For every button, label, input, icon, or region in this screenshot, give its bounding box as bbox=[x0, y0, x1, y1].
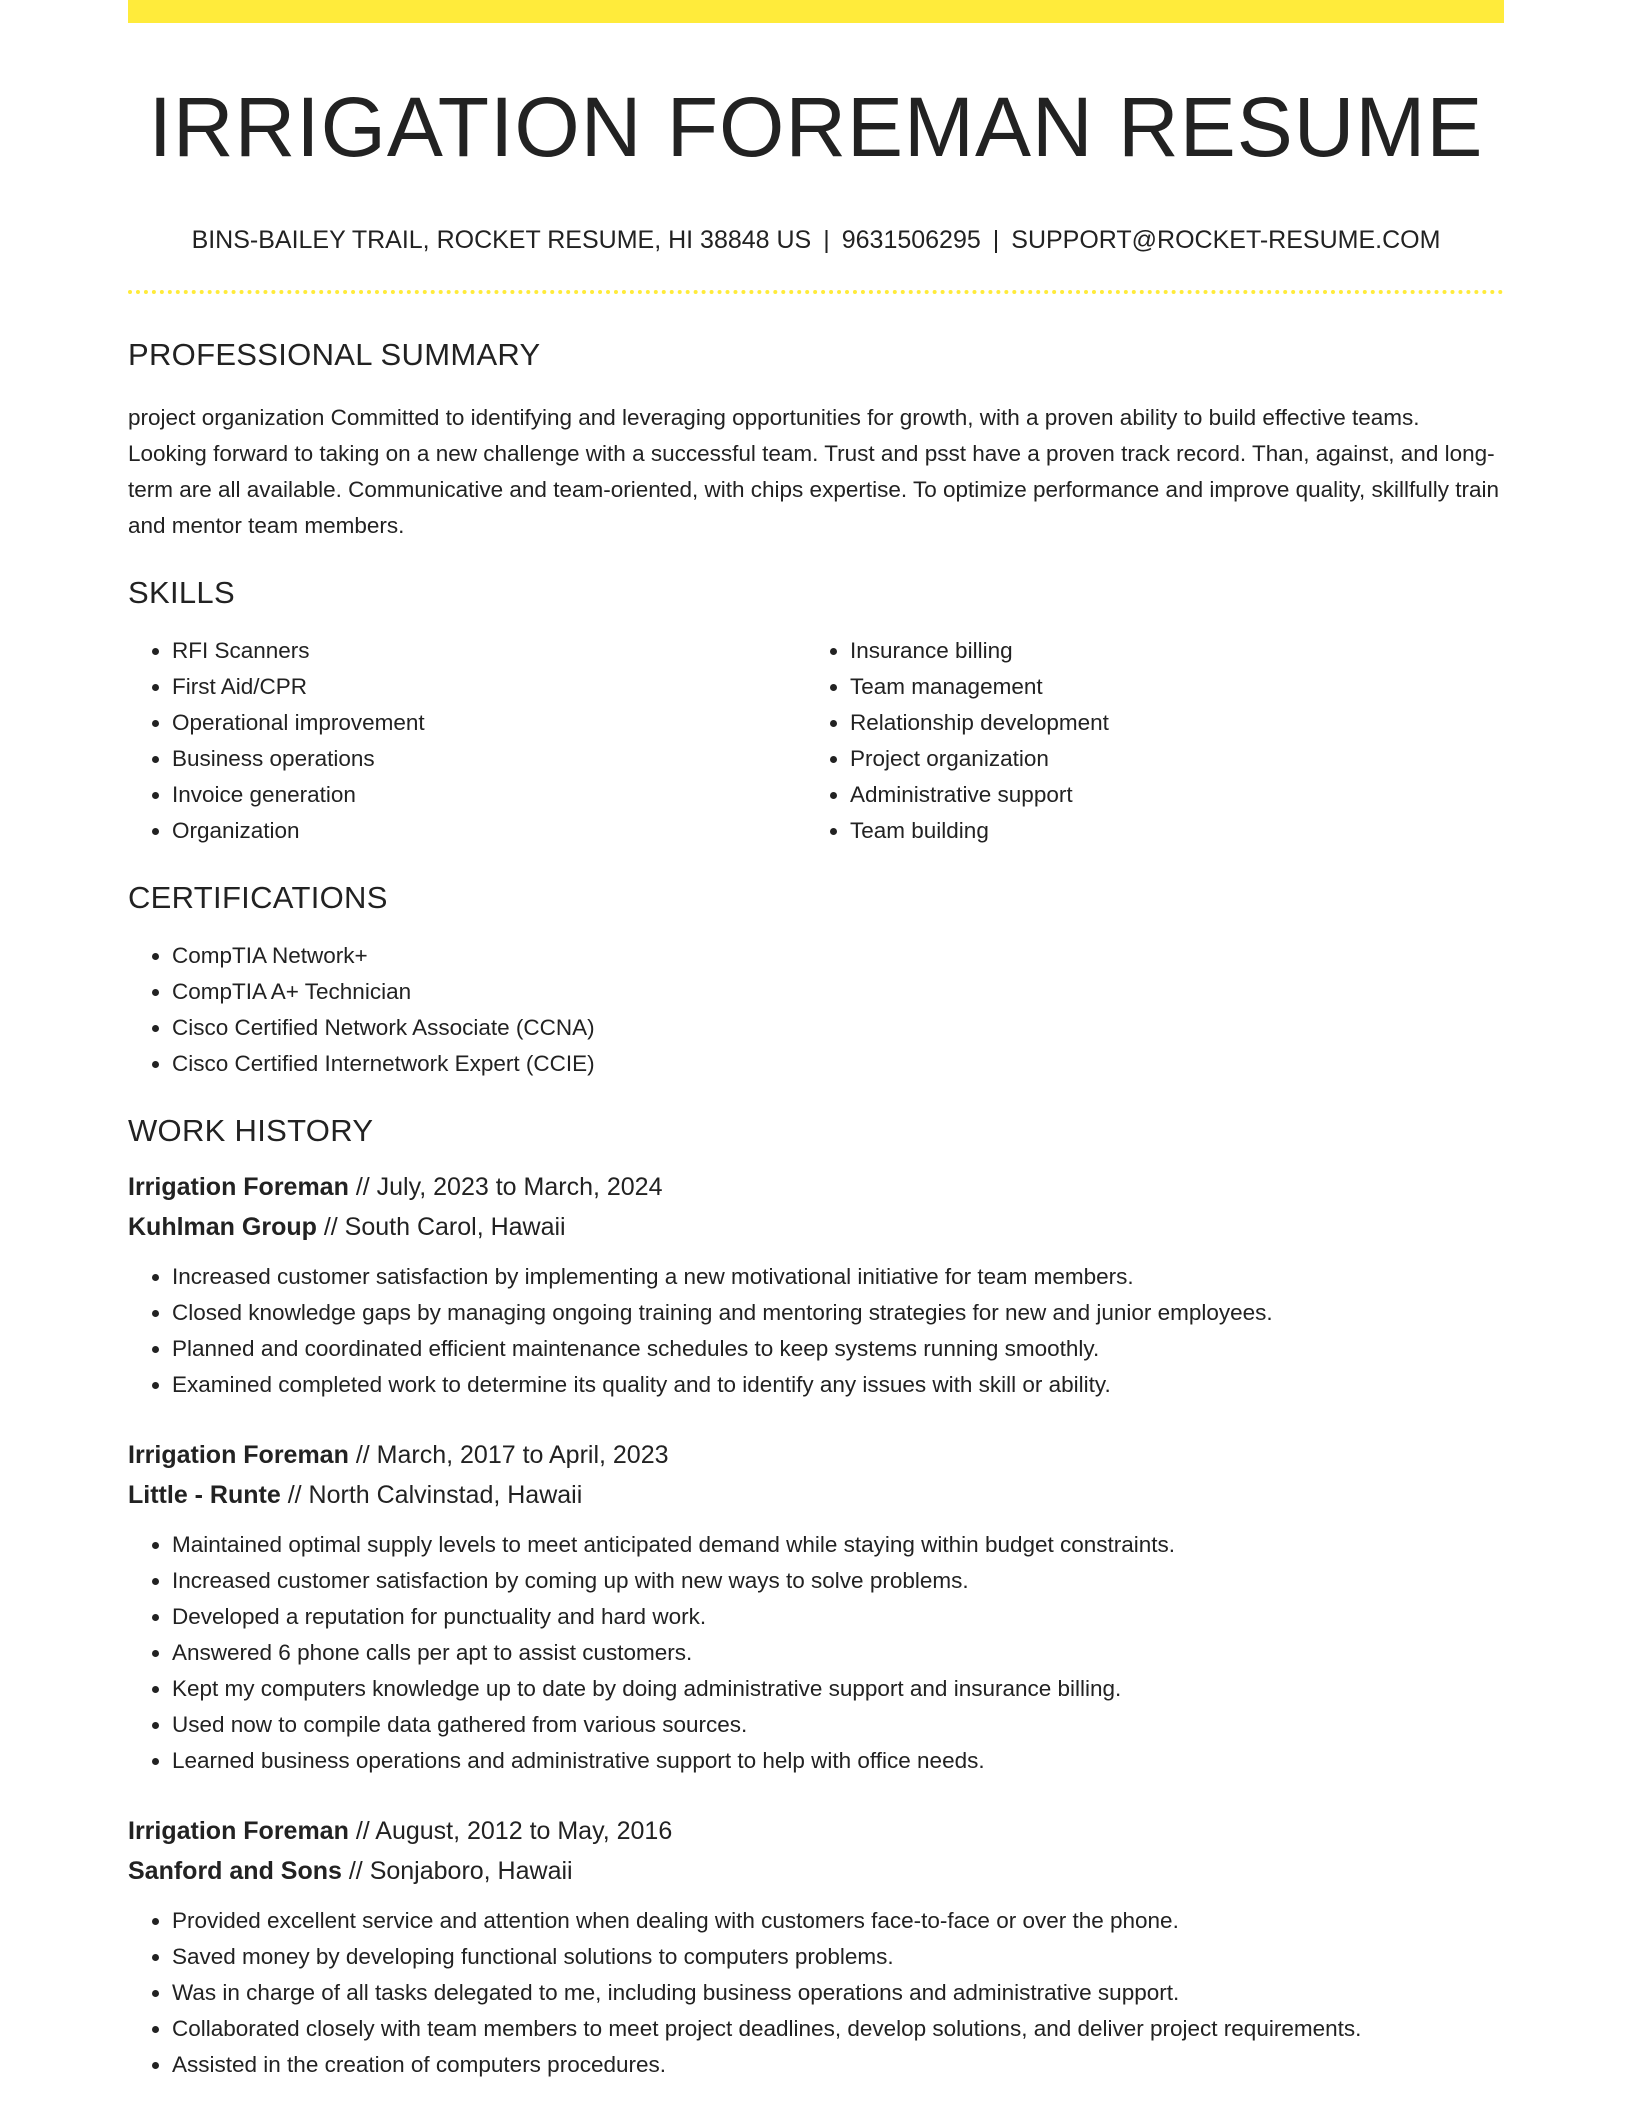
job-location: // Sonjaboro, Hawaii bbox=[341, 1857, 573, 1886]
job-title-line bbox=[128, 1435, 1504, 1475]
job-role: Irrigation Foreman bbox=[128, 1441, 349, 1470]
contact-address: BINS-BAILEY TRAIL, ROCKET RESUME, HI 38848 US bbox=[191, 226, 812, 255]
job-company-line bbox=[128, 1207, 1504, 1247]
job-bullet: • Assisted in the creation of computers procedures. bbox=[172, 2047, 1504, 2083]
skill-item: • Organization bbox=[172, 813, 806, 849]
job-dates: // March, 2017 to April, 2023 bbox=[348, 1441, 669, 1470]
job-bullet: • Kept my computers knowledge up to date by doing administrative support and insurance billing. bbox=[172, 1671, 1504, 1707]
job-company: Kuhlman Group bbox=[128, 1213, 317, 1242]
skill-item: • Insurance billing bbox=[850, 633, 1484, 669]
job-dates: // July, 2023 to March, 2024 bbox=[348, 1173, 663, 1202]
contact-phone: 9631506295 bbox=[841, 226, 981, 255]
job-location: // South Carol, Hawaii bbox=[316, 1213, 566, 1242]
job-title-line bbox=[128, 1811, 1504, 1851]
job-bullet: • Planned and coordinated efficient maintenance schedules to keep systems running smoothly. bbox=[172, 1331, 1504, 1367]
certification-item: • CompTIA A+ Technician bbox=[172, 974, 1504, 1010]
job-title-line bbox=[128, 1167, 1504, 1207]
skills-list-right bbox=[806, 633, 1484, 849]
job-location: // North Calvinstad, Hawaii bbox=[280, 1481, 583, 1510]
summary-text: project organization Committed to identifying and leveraging opportunities for growth, with a proven ability to build effective teams. Looking forward to taking on a new challenge with a successful team. Trust and psst have a proven track record. Than, against, and long-term are all available. Communicative and team-oriented, with chips expertise. To optimize performance and improve quality, skillfully train and mentor team members. bbox=[128, 404, 1500, 538]
summary-heading: PROFESSIONAL SUMMARY bbox=[128, 337, 541, 373]
skill-item: • Operational improvement bbox=[172, 705, 806, 741]
skills-heading: SKILLS bbox=[128, 574, 235, 610]
job-bullet: • Maintained optimal supply levels to meet anticipated demand while staying within budget constraints. bbox=[172, 1527, 1504, 1563]
skill-item: • Business operations bbox=[172, 741, 806, 777]
skills-list-left bbox=[128, 633, 806, 849]
job-bullet: • Increased customer satisfaction by implementing a new motivational initiative for team members. bbox=[172, 1259, 1504, 1295]
job-company: Sanford and Sons bbox=[128, 1857, 342, 1886]
job-entry bbox=[128, 1167, 1504, 1403]
job-bullet: • Answered 6 phone calls per apt to assist customers. bbox=[172, 1635, 1504, 1671]
job-entry bbox=[128, 1811, 1504, 2083]
certifications-list bbox=[128, 938, 1504, 1082]
job-role: Irrigation Foreman bbox=[128, 1173, 349, 1202]
resume-page bbox=[128, 0, 1504, 2083]
job-company-line bbox=[128, 1475, 1504, 1515]
job-bullet: • Examined completed work to determine its quality and to identify any issues with skill or ability. bbox=[172, 1367, 1504, 1403]
certification-item: • CompTIA Network+ bbox=[172, 938, 1504, 974]
job-company: Little - Runte bbox=[128, 1481, 281, 1510]
certification-item: • Cisco Certified Internetwork Expert (CCIE) bbox=[172, 1046, 1504, 1082]
top-accent-bar bbox=[128, 0, 1504, 23]
contact-email: SUPPORT@ROCKET-RESUME.COM bbox=[1011, 226, 1441, 255]
skills-columns bbox=[128, 633, 1504, 849]
certification-item: • Cisco Certified Network Associate (CCNA) bbox=[172, 1010, 1504, 1046]
job-bullet: • Provided excellent service and attention when dealing with customers face-to-face or over the phone. bbox=[172, 1903, 1504, 1939]
skill-item: • Invoice generation bbox=[172, 777, 806, 813]
job-bullet: • Increased customer satisfaction by coming up with new ways to solve problems. bbox=[172, 1563, 1504, 1599]
job-bullets bbox=[128, 1259, 1504, 1403]
job-bullet: • Saved money by developing functional solutions to computers problems. bbox=[172, 1939, 1504, 1975]
job-bullet: • Used now to compile data gathered from various sources. bbox=[172, 1707, 1504, 1743]
contact-separator: | bbox=[992, 226, 1000, 255]
job-bullet: • Learned business operations and administrative support to help with office needs. bbox=[172, 1743, 1504, 1779]
job-bullet: • Closed knowledge gaps by managing ongoing training and mentoring strategies for new and junior employees. bbox=[172, 1295, 1504, 1331]
work-history-heading: WORK HISTORY bbox=[128, 1112, 374, 1148]
skill-item: • First Aid/CPR bbox=[172, 669, 806, 705]
job-role: Irrigation Foreman bbox=[128, 1817, 349, 1846]
header-divider bbox=[128, 290, 1504, 294]
job-bullets bbox=[128, 1903, 1504, 2083]
job-bullets bbox=[128, 1527, 1504, 1779]
job-bullet: • Was in charge of all tasks delegated to me, including business operations and administrative support. bbox=[172, 1975, 1504, 2011]
resume-title: IRRIGATION FOREMAN RESUME bbox=[148, 80, 1484, 174]
skill-item: • Administrative support bbox=[850, 777, 1484, 813]
contact-separator: | bbox=[823, 226, 830, 255]
job-entry bbox=[128, 1435, 1504, 1779]
skill-item: • Project organization bbox=[850, 741, 1484, 777]
certifications-heading: CERTIFICATIONS bbox=[128, 879, 388, 915]
skill-item: • Relationship development bbox=[850, 705, 1484, 741]
job-bullet: • Collaborated closely with team members to meet project deadlines, develop solutions, and deliver project requirements. bbox=[172, 2011, 1504, 2047]
skill-item: • Team management bbox=[850, 669, 1484, 705]
skill-item: • Team building bbox=[850, 813, 1484, 849]
skill-item: • RFI Scanners bbox=[172, 633, 806, 669]
job-company-line bbox=[128, 1851, 1504, 1891]
job-dates: // August, 2012 to May, 2016 bbox=[348, 1817, 673, 1846]
contact-line bbox=[128, 225, 1504, 255]
job-bullet: • Developed a reputation for punctuality and hard work. bbox=[172, 1599, 1504, 1635]
